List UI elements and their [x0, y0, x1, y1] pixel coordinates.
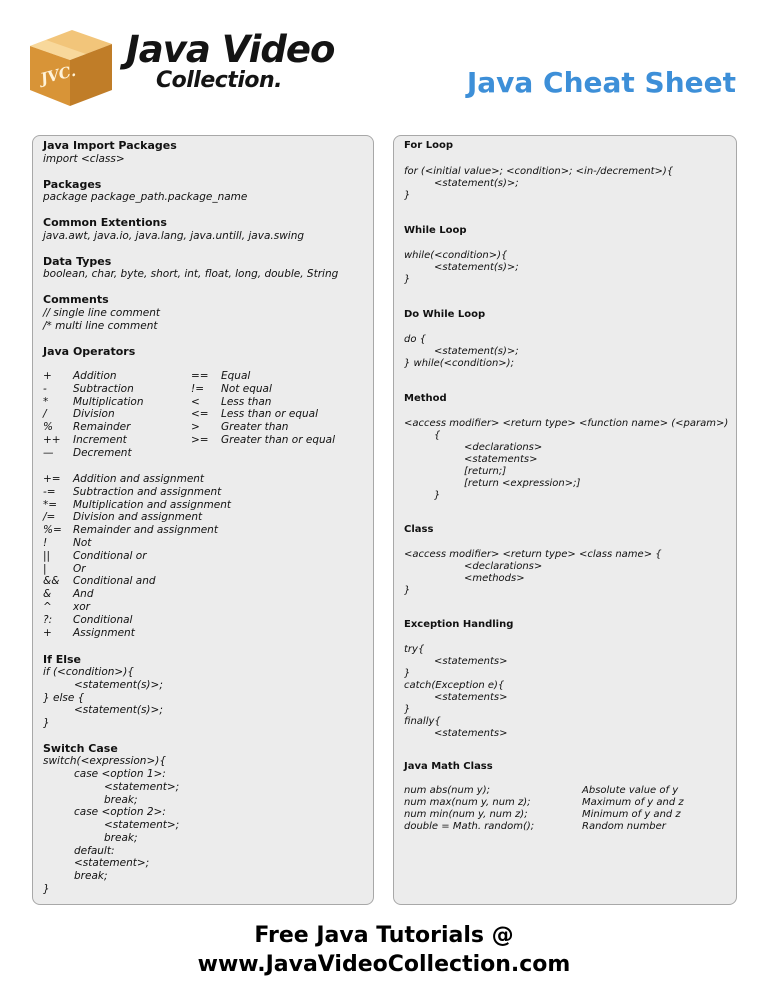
operator-symbol: ++ — [43, 434, 61, 446]
code-line: java.awt, java.io, java.lang, java.untill, java.swing — [43, 230, 305, 242]
code-line: <declarations> — [464, 442, 543, 453]
operator-symbol: && — [43, 575, 60, 588]
section-title: Class — [404, 524, 434, 535]
operator-description: xor — [73, 601, 90, 613]
code-line: } — [404, 668, 411, 679]
operator-symbol: num max(num y, num z); — [404, 797, 531, 808]
section-title: Java Import Packages — [43, 139, 177, 152]
operator-description: Greater than — [221, 421, 289, 434]
code-line: break; — [74, 870, 108, 882]
code-line: for (<initial value>; <condition>; <in-/decrement>){ — [404, 166, 674, 177]
code-line: <access modifier> <return type> <function name> (<param>) — [404, 418, 729, 429]
operator-symbol: | — [43, 562, 47, 575]
brand-word-2: Collection. — [156, 68, 282, 93]
section-title: For Loop — [404, 140, 453, 151]
operator-symbol: /= — [43, 511, 56, 524]
operator-description: Minimum of y and z — [582, 809, 681, 820]
code-line: /* multi line comment — [43, 320, 158, 332]
section-title: Data Types — [43, 255, 112, 268]
code-line: } — [43, 883, 50, 895]
operator-symbol: != — [191, 382, 205, 395]
section-title: Java Operators — [43, 345, 136, 358]
code-line: import <class> — [43, 153, 125, 165]
code-line: catch(Exception e){ — [404, 680, 505, 691]
code-line: case <option 1>: — [74, 768, 166, 780]
operator-description: Greater than or equal — [221, 434, 335, 446]
operator-description: Subtraction — [73, 382, 134, 395]
code-line: break; — [104, 832, 138, 844]
operator-description: Or — [73, 562, 86, 575]
operator-description: Addition and assignment — [73, 473, 205, 485]
operator-symbol: num min(num y, num z); — [404, 809, 528, 820]
operator-description: Maximum of y and z — [582, 797, 684, 808]
code-line: { — [434, 430, 441, 441]
page-title: Java Cheat Sheet — [466, 66, 736, 99]
operator-description: And — [73, 588, 94, 601]
section-title: While Loop — [404, 225, 467, 236]
code-line: <statements> — [464, 454, 538, 465]
operator-description: Multiplication and assignment — [73, 498, 231, 511]
operator-description: Remainder and assignment — [73, 524, 218, 537]
code-line: while(<condition>){ — [404, 250, 508, 261]
operator-description: Not equal — [221, 382, 272, 395]
footer-url[interactable]: www.JavaVideoCollection.com — [197, 952, 571, 977]
code-line: <statement(s)>; — [434, 178, 519, 189]
operator-symbol: <= — [191, 408, 209, 421]
code-line: } — [404, 704, 411, 715]
operator-symbol: - — [43, 382, 47, 395]
section-title: If Else — [43, 653, 82, 666]
operator-description: Division — [73, 408, 115, 421]
operator-description: Less than or equal — [221, 408, 318, 421]
operator-symbol: + — [43, 626, 52, 639]
code-line: <statement>; — [104, 781, 180, 793]
code-line: <statement>; — [104, 819, 180, 831]
code-line: // single line comment — [43, 307, 161, 319]
section-title: Switch Case — [43, 742, 118, 755]
operator-description: Conditional — [73, 613, 133, 626]
code-line: case <option 2>: — [74, 806, 166, 818]
operator-symbol: + — [43, 370, 52, 382]
code-line: try{ — [404, 644, 425, 655]
operator-description: Equal — [221, 370, 251, 382]
code-line: <statements> — [434, 656, 508, 667]
operator-description: Conditional or — [73, 549, 147, 562]
operator-description: Random number — [582, 821, 666, 832]
operator-symbol: += — [43, 473, 61, 485]
operator-symbol: > — [191, 421, 200, 434]
operator-symbol: / — [43, 408, 47, 421]
code-line: finally{ — [404, 716, 441, 727]
jvc-box-logo — [26, 24, 116, 108]
operator-symbol: ?: — [43, 613, 53, 626]
code-line: <statement(s)>; — [434, 262, 519, 273]
section-title: Exception Handling — [404, 619, 514, 630]
operator-symbol: ^ — [43, 601, 52, 613]
operator-symbol: ! — [43, 537, 48, 549]
operator-symbol: num abs(num y); — [404, 785, 490, 796]
section-title: Common Extentions — [43, 216, 167, 229]
code-line: } else { — [43, 692, 85, 704]
code-line: <statement(s)>; — [74, 679, 163, 691]
operator-symbol: || — [43, 549, 51, 562]
operator-description: Division and assignment — [73, 511, 203, 524]
code-line: <statement(s)>; — [74, 704, 163, 716]
operator-description: Less than — [221, 395, 272, 408]
code-line: <statement(s)>; — [434, 346, 519, 357]
code-line: package package_path.package_name — [43, 191, 248, 203]
code-line: <declarations> — [464, 561, 543, 572]
right-panel — [393, 135, 737, 905]
code-line: boolean, char, byte, short, int, float, long, double, String — [43, 268, 339, 280]
operator-symbol: == — [191, 370, 209, 382]
section-title: Comments — [43, 293, 109, 306]
footer-line-1: Free Java Tutorials @ — [254, 923, 514, 948]
operator-symbol: %= — [43, 524, 62, 537]
code-line: } — [404, 190, 411, 201]
code-line: if (<condition>){ — [43, 666, 134, 678]
operator-description: Addition — [73, 370, 117, 382]
code-line: <statements> — [434, 692, 508, 703]
code-line: <statement>; — [74, 857, 150, 869]
operator-description: Absolute value of y — [582, 785, 679, 796]
operator-symbol: < — [191, 395, 200, 408]
code-line: do { — [404, 334, 427, 345]
section-title: Java Math Class — [404, 761, 493, 772]
section-title: Method — [404, 393, 447, 404]
operator-description: Subtraction and assignment — [73, 485, 222, 498]
code-line: [return <expression>;] — [464, 478, 581, 489]
operator-symbol: double = Math. random(); — [404, 821, 535, 832]
code-line: } — [404, 274, 411, 285]
code-line: <methods> — [464, 573, 525, 584]
left-panel — [32, 135, 374, 905]
section-title: Packages — [43, 178, 102, 191]
operator-description: Conditional and — [73, 575, 156, 588]
operator-symbol: & — [43, 588, 52, 601]
code-line: [return;] — [464, 466, 507, 477]
operator-description: Not — [73, 537, 92, 549]
operator-symbol: >= — [191, 434, 209, 446]
operator-symbol: -= — [43, 485, 56, 498]
code-line: <access modifier> <return type> <class name> { — [404, 549, 662, 560]
operator-description: Remainder — [73, 421, 131, 434]
code-line: } — [404, 585, 411, 596]
code-line: } while(<condition>); — [404, 358, 514, 369]
operator-symbol: * — [43, 395, 49, 408]
operator-symbol: — — [43, 446, 54, 459]
section-title: Do While Loop — [404, 309, 486, 320]
code-line: break; — [104, 794, 138, 806]
code-line: } — [43, 717, 50, 729]
operator-symbol: *= — [43, 498, 58, 511]
operator-description: Multiplication — [73, 395, 144, 408]
operator-description: Increment — [73, 434, 127, 446]
operator-description: Assignment — [73, 626, 135, 639]
code-line: } — [434, 490, 441, 501]
brand-logo — [126, 28, 336, 100]
operator-description: Decrement — [73, 446, 132, 459]
brand-word-1: Java Video — [126, 28, 335, 71]
code-line: default: — [74, 845, 115, 857]
jvc-badge: JVC. — [38, 61, 78, 88]
code-line: <statements> — [434, 728, 508, 739]
operator-symbol: % — [43, 421, 53, 434]
code-line: switch(<expression>){ — [43, 755, 167, 767]
